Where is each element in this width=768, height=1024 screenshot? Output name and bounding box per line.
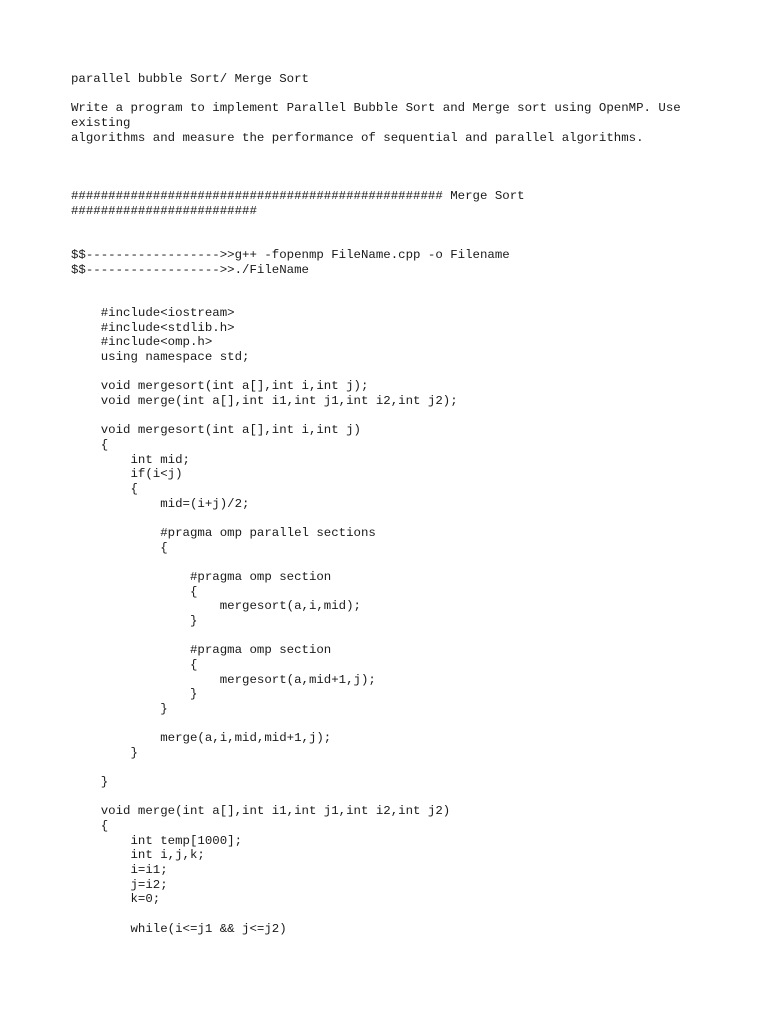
code-line: { — [71, 584, 198, 599]
document-title: parallel bubble Sort/ Merge Sort — [71, 72, 309, 86]
code-line: if(i<j) — [71, 467, 183, 482]
code-line: int i,j,k; — [71, 848, 205, 863]
code-line: #pragma omp section — [71, 643, 332, 658]
code-line: j=i2; — [71, 877, 168, 892]
code-line: int temp[1000]; — [71, 833, 243, 848]
code-line: i=i1; — [71, 863, 168, 878]
code-line: mergesort(a,mid+1,j); — [71, 672, 376, 687]
section-header-line: ######################### — [71, 204, 257, 218]
code-line: } — [71, 687, 198, 702]
command-line: $$------------------>>./FileName — [71, 263, 309, 277]
code-line: mergesort(a,i,mid); — [71, 599, 361, 614]
description-line: algorithms and measure the performance of sequential and parallel algorithms. — [71, 131, 644, 145]
description-line: existing — [71, 116, 131, 130]
code-line: } — [71, 701, 168, 716]
code-line: #include<stdlib.h> — [71, 320, 235, 335]
code-line: void mergesort(int a[],int i,int j); — [71, 379, 369, 394]
command-line: $$------------------>>g++ -fopenmp FileName.cpp -o Filename — [71, 248, 510, 262]
code-line: { — [71, 540, 168, 555]
code-line: using namespace std; — [71, 350, 250, 364]
code-line: k=0; — [71, 892, 161, 907]
code-line: mid=(i+j)/2; — [71, 496, 250, 511]
code-line: #pragma omp section — [71, 569, 332, 584]
code-line: { — [71, 437, 109, 452]
description-line: Write a program to implement Parallel Bubble Sort and Merge sort using OpenMP. Use — [71, 101, 681, 115]
code-line: } — [71, 745, 138, 760]
code-line: #include<iostream> — [71, 306, 235, 320]
code-line: #pragma omp parallel sections — [71, 525, 376, 540]
section-header-line: ################################################## Merge Sort — [71, 189, 525, 203]
code-line: { — [71, 657, 198, 672]
code-line: void merge(int a[],int i1,int j1,int i2,int j2) — [71, 804, 451, 819]
code-line: int mid; — [71, 452, 190, 467]
code-line: void mergesort(int a[],int i,int j) — [71, 423, 361, 438]
code-line: { — [71, 481, 138, 496]
code-line: #include<omp.h> — [71, 335, 213, 350]
code-line: } — [71, 613, 198, 628]
code-line: void merge(int a[],int i1,int j1,int i2,int j2); — [71, 394, 458, 408]
code-line: merge(a,i,mid,mid+1,j); — [71, 731, 332, 746]
code-line: while(i<=j1 && j<=j2) — [71, 921, 287, 936]
code-line: } — [71, 775, 109, 790]
code-line: { — [71, 819, 109, 834]
